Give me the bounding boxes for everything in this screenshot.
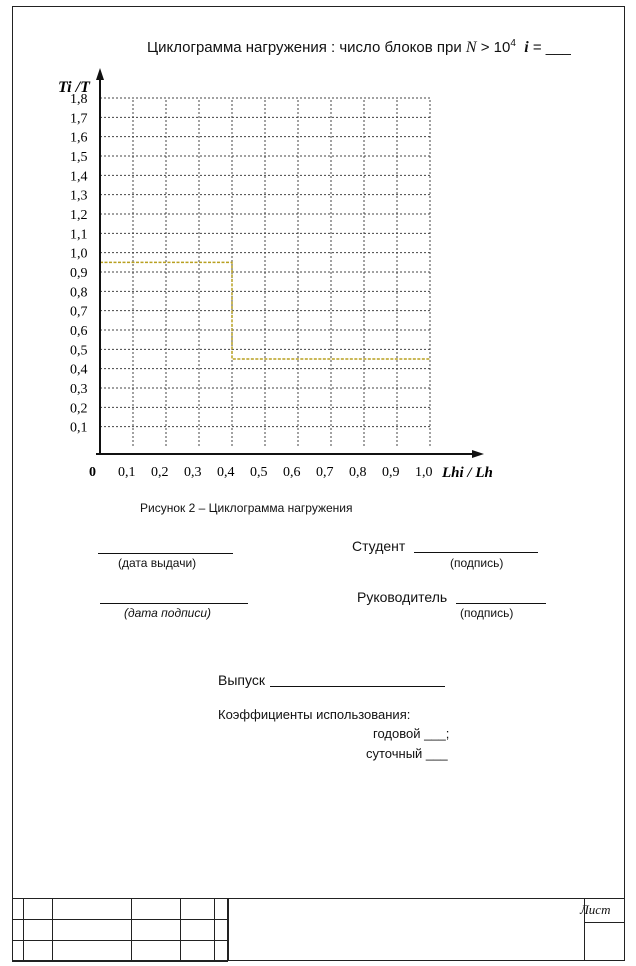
header-suffix: = ___ — [528, 39, 571, 56]
y-tick-label: 1,3 — [70, 188, 88, 204]
header-comparison: > 10 — [476, 39, 511, 56]
y-tick-label: 0,6 — [70, 324, 88, 339]
sheet-label: Лист — [580, 902, 611, 917]
title-block — [12, 898, 625, 961]
y-tick-label: 1,5 — [70, 150, 88, 165]
x-tick-label: 0,1 — [118, 465, 136, 480]
header-prefix: Циклограмма нагружения : число блоков при — [147, 39, 466, 56]
student-signature-field[interactable] — [414, 538, 538, 558]
x-tick-label: 0,8 — [349, 465, 367, 480]
chart-grid — [100, 98, 430, 446]
x-tick-label: 0,2 — [151, 465, 169, 480]
y-tick-label: 0,9 — [70, 266, 88, 281]
y-tick-label: 0,1 — [70, 420, 88, 436]
y-tick-label: 1,7 — [70, 111, 88, 127]
y-tick-label: 0,5 — [70, 343, 88, 359]
x-tick-label: 1,0 — [415, 465, 433, 480]
student-signature-label: (подпись) — [450, 556, 504, 570]
origin-label: 0 — [89, 465, 96, 480]
y-axis-label: Ti /T — [58, 79, 90, 96]
y-tick-label: 1,0 — [70, 246, 88, 262]
y-tick-label: 1,8 — [70, 92, 88, 107]
supervisor-signature-label: (подпись) — [460, 606, 514, 620]
student-label: Студент — [352, 538, 406, 554]
header-exponent: 4 — [510, 38, 516, 49]
annual-coefficient[interactable]: годовой ___; — [373, 726, 450, 741]
y-tick-label: 1,2 — [70, 208, 88, 223]
coefficients-label: Коэффициенты использования: — [218, 707, 411, 722]
chart-ticks — [58, 79, 493, 481]
supervisor-label: Руководитель — [357, 589, 448, 605]
header-var-n: N — [465, 39, 477, 56]
figure-caption: Рисунок 2 – Циклограмма нагружения — [140, 501, 353, 515]
x-tick-label: 0,7 — [316, 465, 334, 480]
x-tick-label: 0,5 — [250, 465, 268, 480]
x-tick-label: 0,4 — [217, 465, 235, 480]
y-tick-label: 0,4 — [70, 362, 88, 378]
daily-coefficient[interactable]: суточный ___ — [366, 746, 448, 761]
y-tick-label: 0,3 — [70, 382, 88, 397]
x-axis-label: Lhi / Lh — [442, 465, 493, 481]
x-tick-label: 0,9 — [382, 465, 400, 480]
y-axis-arrow — [96, 68, 104, 80]
y-tick-label: 0,8 — [70, 285, 88, 301]
y-tick-label: 0,7 — [70, 304, 88, 320]
y-tick-label: 1,1 — [70, 227, 88, 243]
issue-date-label: (дата выдачи) — [118, 556, 197, 570]
y-tick-label: 1,4 — [70, 169, 88, 185]
output-field[interactable] — [270, 672, 445, 692]
y-tick-label: 0,2 — [70, 401, 88, 417]
x-axis-arrow — [472, 450, 484, 458]
output-label: Выпуск — [218, 672, 265, 688]
sign-date-label: (дата подписи) — [124, 606, 212, 620]
x-tick-label: 0,3 — [184, 465, 202, 480]
y-tick-label: 1,6 — [70, 130, 88, 146]
x-tick-label: 0,6 — [283, 465, 301, 480]
header-var-i: i — [524, 39, 529, 56]
